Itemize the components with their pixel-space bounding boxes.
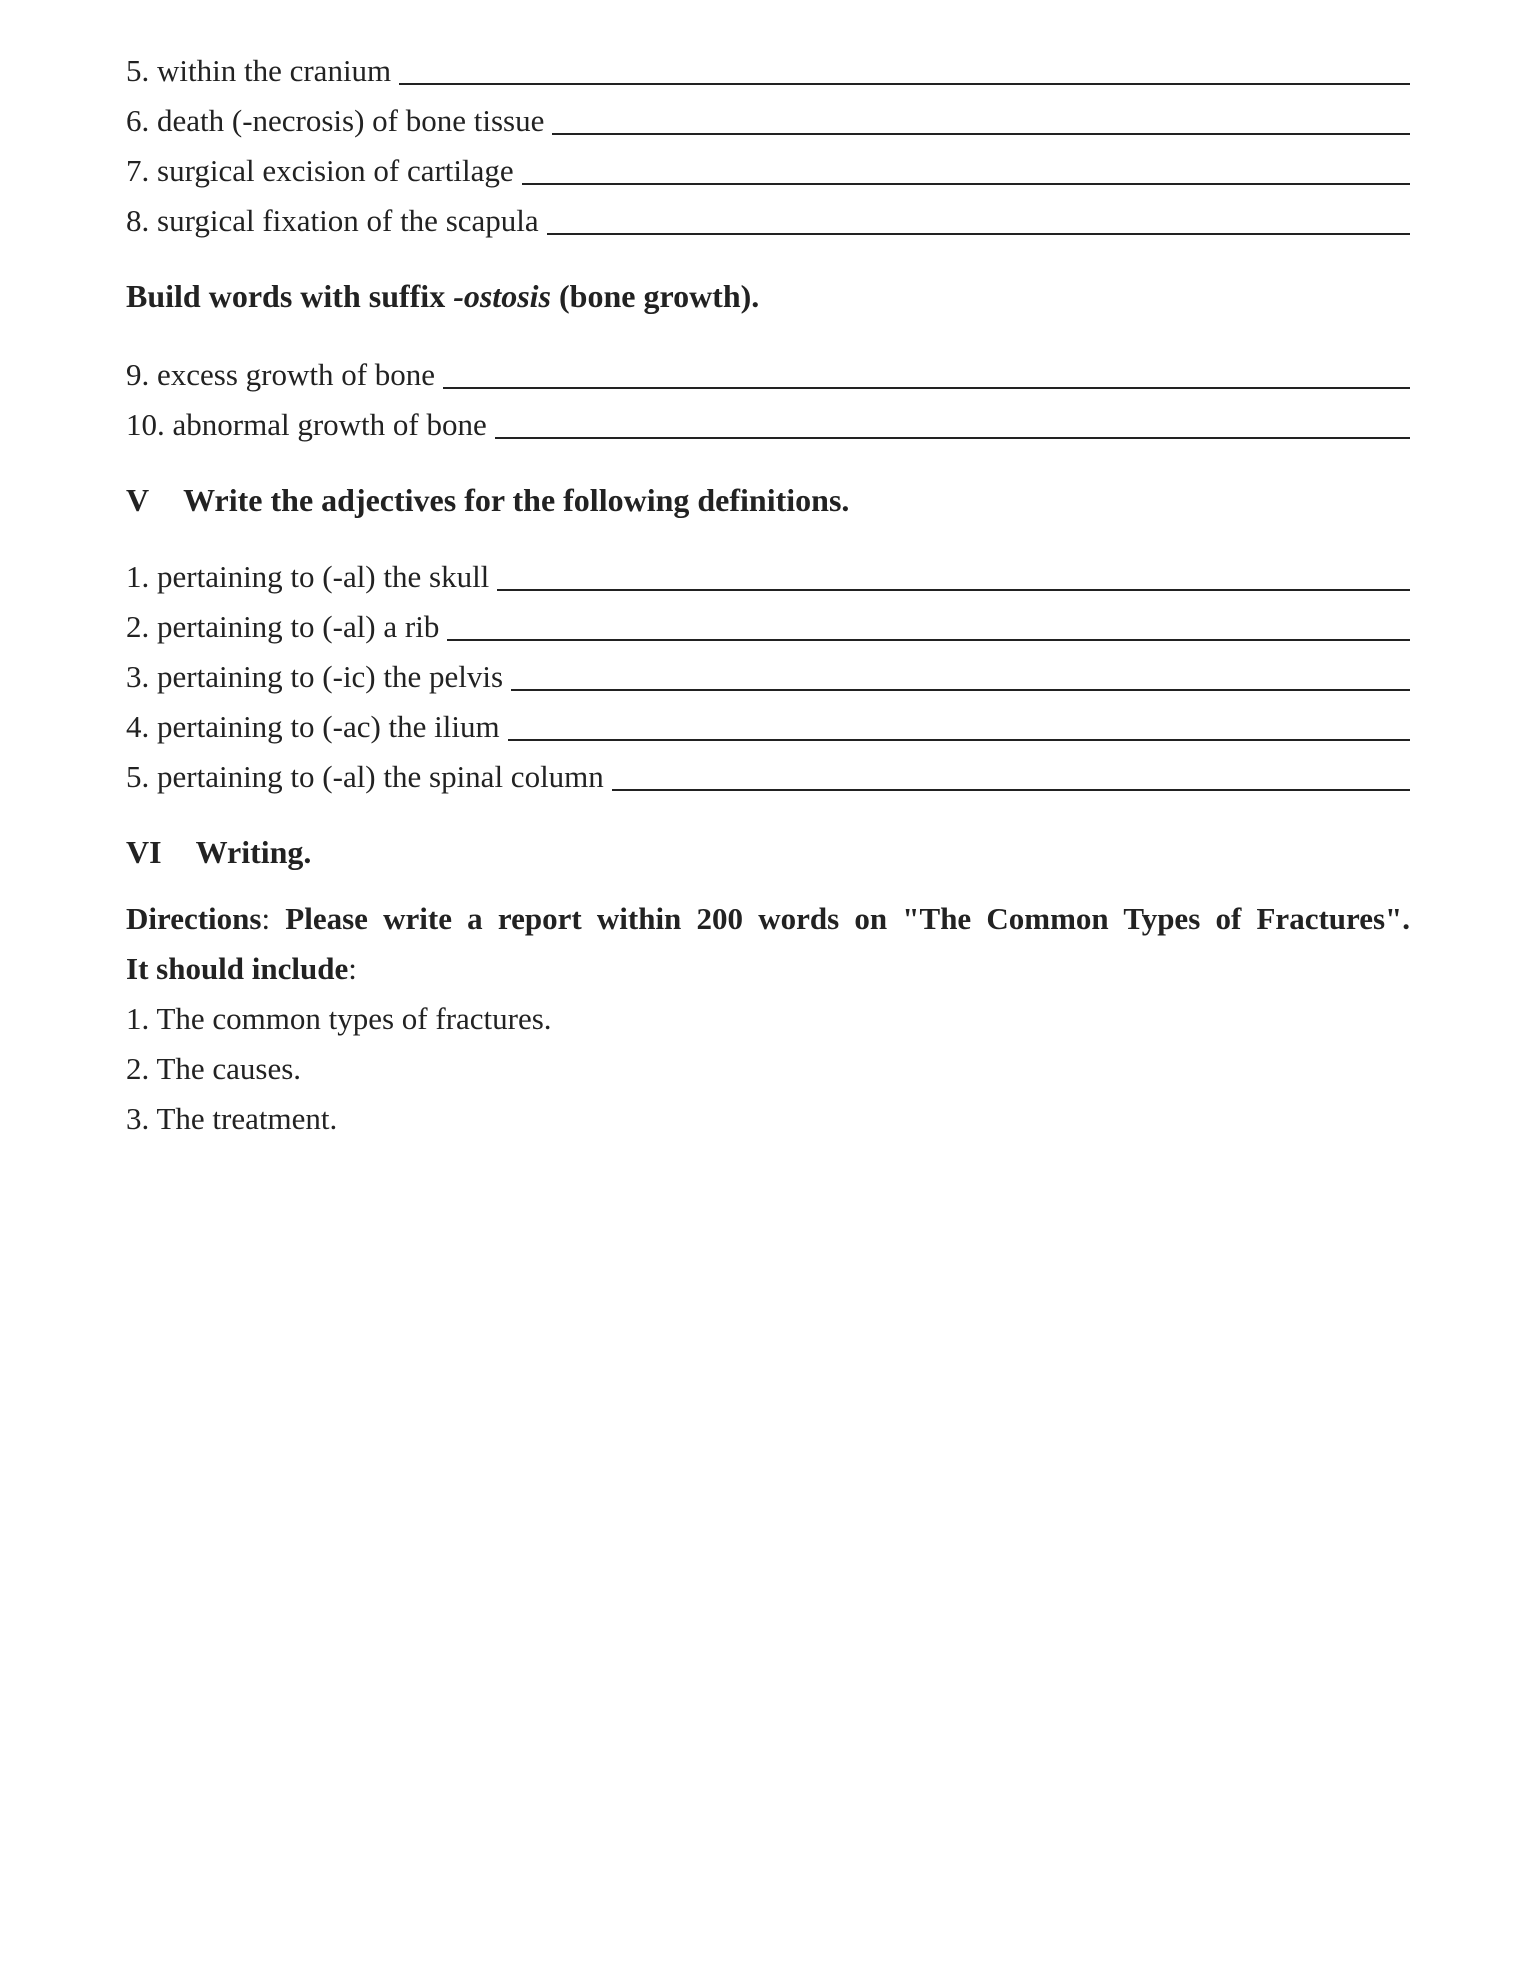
list-item (126, 136, 1410, 186)
item-prompt: 1. pertaining to (-al) the skull (126, 559, 490, 594)
list-item (126, 86, 1410, 136)
item-prompt: 10. abnormal growth of bone (126, 407, 487, 442)
answer-blank[interactable] (508, 739, 1410, 741)
list-item: 1. The common types of fractures. (126, 1001, 552, 1036)
answer-blank[interactable] (552, 133, 1410, 135)
item-prompt: 6. death (-necrosis) of bone tissue (126, 103, 545, 138)
item-prompt: 7. surgical excision of cartilage (126, 153, 514, 188)
include-colon: : (348, 951, 357, 986)
include-label: It should include (126, 951, 349, 986)
item-prompt: 5. within the cranium (126, 53, 392, 88)
answer-blank[interactable] (399, 83, 1410, 85)
section-v-numeral: V (126, 482, 150, 518)
answer-blank[interactable] (447, 639, 1410, 641)
include-line (126, 944, 1410, 994)
section-vi-title: Writing. (195, 834, 312, 870)
ostosis-heading-post: (bone growth). (550, 278, 760, 314)
item-prompt: 4. pertaining to (-ac) the ilium (126, 709, 500, 744)
list-top (126, 36, 1410, 236)
ostosis-heading-pre: Build words with suffix (126, 278, 454, 314)
answer-blank[interactable] (495, 437, 1410, 439)
section-v-heading (126, 484, 1410, 516)
list-item: 3. The treatment. (126, 1101, 338, 1136)
item-prompt: 3. pertaining to (-ic) the pelvis (126, 659, 504, 694)
directions-colon: : (261, 901, 271, 936)
answer-blank[interactable] (522, 183, 1410, 185)
directions-text: Please write a report within 200 words on "The Common Types of Fractures". (270, 901, 1410, 936)
section-v-list (126, 542, 1410, 792)
answer-blank[interactable] (547, 233, 1410, 235)
list-item (126, 36, 1410, 86)
item-prompt: 5. pertaining to (-al) the spinal column (126, 759, 604, 794)
section-vi-heading (126, 836, 1410, 868)
ostosis-list (126, 340, 1410, 440)
list-item (126, 642, 1410, 692)
section-v-title: Write the adjectives for the following definitions. (183, 482, 850, 518)
item-prompt: 9. excess growth of bone (126, 357, 436, 392)
answer-blank[interactable] (612, 789, 1410, 791)
item-prompt: 2. pertaining to (-al) a rib (126, 609, 440, 644)
ostosis-heading (126, 280, 1410, 312)
list-item (126, 390, 1410, 440)
ostosis-heading-suffix: -ostosis (453, 278, 551, 314)
list-item (126, 742, 1410, 792)
section-vi-numeral: VI (126, 834, 162, 870)
directions-line (126, 894, 1410, 944)
list-item: 2. The causes. (126, 1051, 302, 1086)
item-prompt: 8. surgical fixation of the scapula (126, 203, 539, 238)
directions-label: Directions (126, 901, 262, 936)
list-item (126, 340, 1410, 390)
answer-blank[interactable] (443, 387, 1410, 389)
directions-block (126, 894, 1410, 1144)
list-item (126, 186, 1410, 236)
answer-blank[interactable] (497, 589, 1410, 591)
answer-blank[interactable] (511, 689, 1410, 691)
list-item (126, 692, 1410, 742)
list-item (126, 542, 1410, 592)
list-item (126, 592, 1410, 642)
